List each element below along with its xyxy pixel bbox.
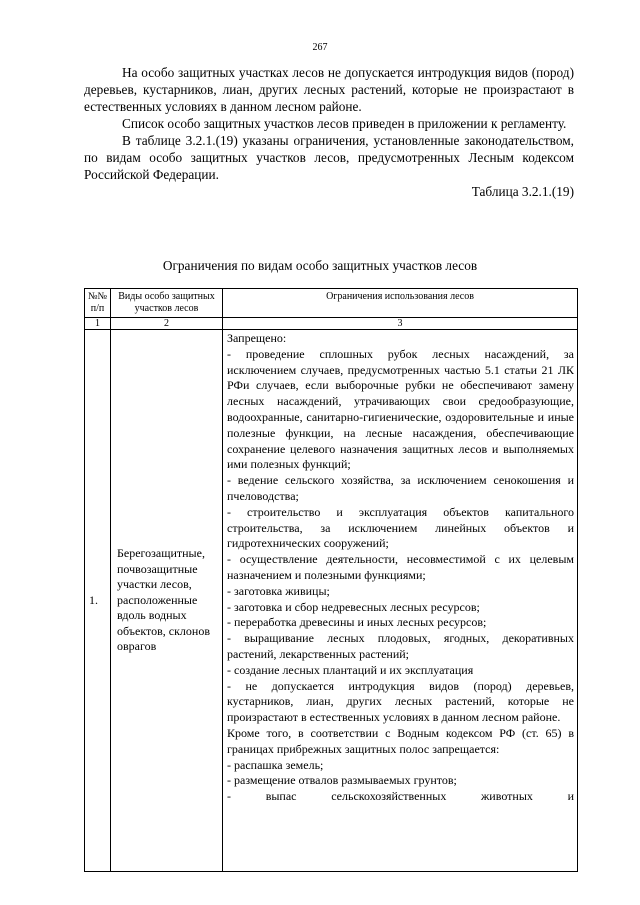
paragraph-table-reference: В таблице 3.2.1.(19) указаны ограничения, установленные законодательством, по видам особо защитных участков лесов, предусмотренных Лесным кодексом Российской Федерации. xyxy=(84,133,574,182)
restriction-line: - размещение отвалов размываемых грунтов; xyxy=(227,773,457,788)
restriction-line: - осуществление деятельности, несовместимой с их целевым назначением и полезными функциями; xyxy=(227,552,574,582)
restriction-line: Кроме того, в соответствии с Водным кодексом РФ (ст. 65) в границах прибрежных защитных полос запрещается: xyxy=(227,725,574,756)
row-number: 1. xyxy=(85,330,111,872)
restriction-line: - переработка древесины и иных лесных ресурсов; xyxy=(227,615,487,630)
header-restrictions: Ограничения использования лесов xyxy=(223,289,578,318)
table-row xyxy=(85,330,578,872)
restriction-line: - создание лесных плантаций и их эксплуатация xyxy=(227,662,474,677)
table-label: Таблица 3.2.1.(19) xyxy=(471,184,574,199)
header-kind: Виды особо защитных участков лесов xyxy=(111,289,223,318)
restriction-line: - строительство и эксплуатация объектов капитального строительства, за исключением линейных объектов и гидротехнических сооружений; xyxy=(227,504,574,551)
page-number: 267 xyxy=(312,42,328,53)
column-number-row xyxy=(85,318,578,330)
restriction-line: Запрещено: xyxy=(227,331,287,345)
body-text xyxy=(84,64,574,200)
column-number: 1 xyxy=(85,318,111,330)
restriction-line: - заготовка и сбор недревесных лесных ресурсов; xyxy=(227,599,480,614)
column-number: 3 xyxy=(223,318,578,330)
row-kind: Берегозащитные, почвозащитные участки лесов, расположенные вдоль водных объектов, склонов оврагов xyxy=(111,330,223,872)
paragraph-list-reference: Список особо защитных участков лесов приведен в приложении к регламенту. xyxy=(122,116,567,131)
restrictions-table xyxy=(84,288,578,872)
restriction-line: - ведение сельского хозяйства, за исключением сенокошения и пчеловодства; xyxy=(227,473,574,503)
table-header-row xyxy=(85,289,578,318)
table-title: Ограничения по видам особо защитных участков лесов xyxy=(162,258,478,273)
restriction-line: - заготовка живицы; xyxy=(227,583,330,598)
restriction-line: - выращивание лесных плодовых, ягодных, декоративных растений, лекарственных растений; xyxy=(227,631,574,661)
paragraph-introduction: На особо защитных участках лесов не допускается интродукция видов (пород) деревьев, кустарников, лиан, других лесных растений, которые не произрастают в естественных условиях в данном лесном районе. xyxy=(84,65,574,114)
header-number: №№ п/п xyxy=(85,289,111,318)
restriction-line: - проведение сплошных рубок лесных насаждений, за исключением случаев, предусмотренных частью 5.1 статьи 21 ЛК РФи случаев, если выборочные рубки не обеспечивают замену лесных насаждений, утрачивающих свои средообразующие, водоохранные, санитарно-гигиенические, оздоровительные и иные полезные функции, на лесные насаждения, обеспечивающие сохранение целевого назначения защитных лесов и выполняемых ими полезных функций; xyxy=(227,346,574,472)
restriction-line: - не допускается интродукция видов (пород) деревьев, кустарников, лиан, других лесных растений, которые не произрастают в естественных условиях в данном лесном районе. xyxy=(227,678,574,725)
column-number: 2 xyxy=(111,318,223,330)
restriction-line: - распашка земель; xyxy=(227,757,324,772)
row-restrictions xyxy=(223,330,578,872)
restriction-line: - выпас сельскохозяйственных животных и xyxy=(227,789,574,804)
